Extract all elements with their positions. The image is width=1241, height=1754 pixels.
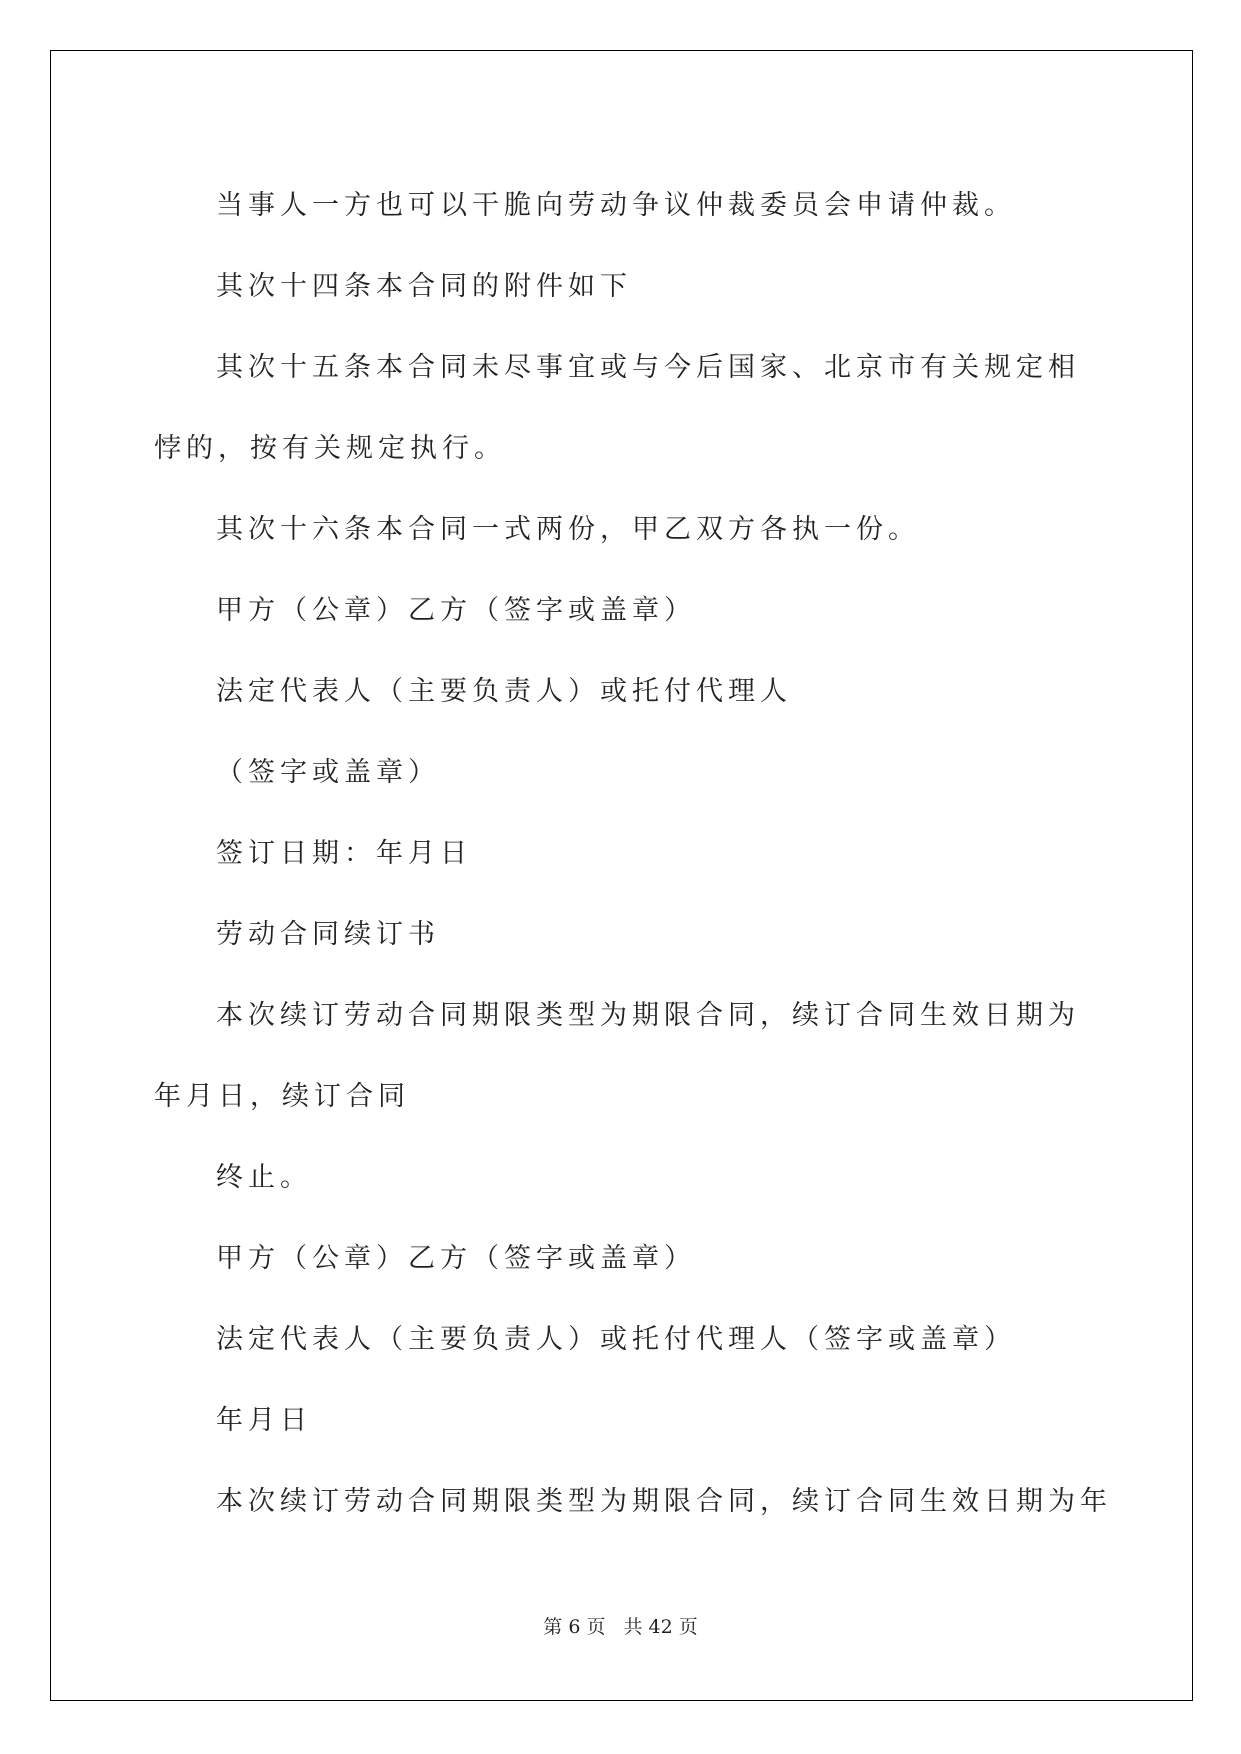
paragraph: 劳动合同续订书 [216, 919, 440, 950]
paragraph: 终止。 [216, 1162, 312, 1193]
paragraph: 年月日 [216, 1405, 312, 1436]
paragraph: 甲方（公章）乙方（签字或盖章） [216, 595, 696, 626]
paragraph: 其次十四条本合同的附件如下 [216, 271, 632, 302]
paragraph: 其次十五条本合同未尽事宜或与今后国家、北京市有关规定相悖的，按有关规定执行。 [154, 352, 1080, 464]
paragraph: 其次十六条本合同一式两份，甲乙双方各执一份。 [216, 514, 920, 545]
paragraph: 法定代表人（主要负责人）或托付代理人（签字或盖章） [216, 1324, 1016, 1355]
paragraph: 签订日期：年月日 [216, 838, 472, 869]
document-body [154, 165, 1112, 1542]
page-footer [0, 1612, 1241, 1639]
paragraph: 本次续订劳动合同期限类型为期限合同，续订合同生效日期为年 [216, 1486, 1112, 1517]
paragraph: 甲方（公章）乙方（签字或盖章） [216, 1243, 696, 1274]
paragraph: 本次续订劳动合同期限类型为期限合同，续订合同生效日期为年月日，续订合同 [154, 1000, 1080, 1112]
page-total: 共 42 页 [623, 1616, 698, 1638]
paragraph: （签字或盖章） [216, 757, 440, 788]
paragraph: 法定代表人（主要负责人）或托付代理人 [216, 676, 792, 707]
paragraph: 当事人一方也可以干脆向劳动争议仲裁委员会申请仲裁。 [216, 190, 1016, 221]
page-number: 第 6 页 [543, 1616, 606, 1638]
